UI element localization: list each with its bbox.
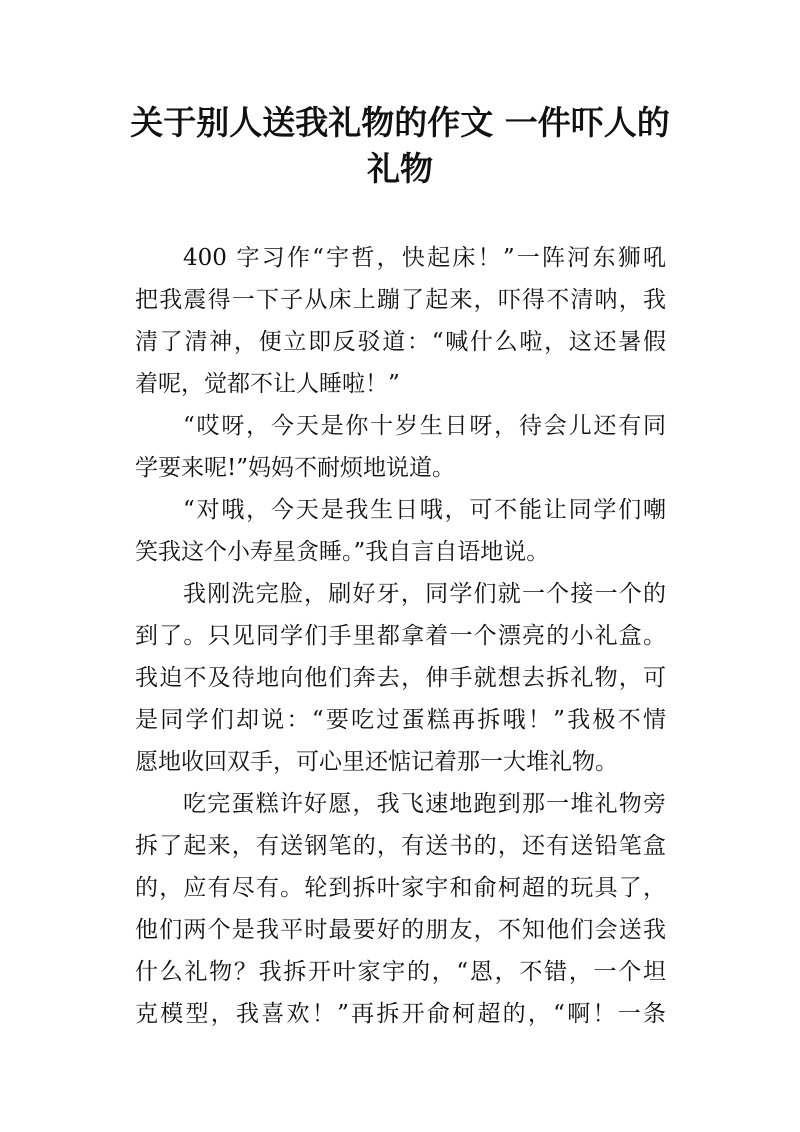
text-line: 着呢，觉都不让人睡啦！”: [135, 371, 400, 397]
text-line: 到了。只见同学们手里都拿着一个漂亮的小礼盒。: [135, 623, 666, 649]
text-line: 清了清神，便立即反驳道：“喊什么啦，这还暑假: [135, 329, 666, 355]
text-line: 我刚洗完脸，刷好牙，同学们就一个接一个的: [183, 581, 666, 607]
text-line: 什么礼物？我拆开叶家宇的，“恩，不错，一个坦: [135, 959, 666, 985]
text-line: 愿地收回双手，可心里还惦记着那一大堆礼物。: [135, 749, 618, 775]
text-line: 400 字习作“宇哲，快起床！”一阵河东狮吼: [183, 245, 666, 271]
document-title: [120, 100, 680, 192]
text-line: 把我震得一下子从床上蹦了起来，吓得不清呐，我: [135, 287, 666, 313]
text-line: “哎呀，今天是你十岁生日呀，待会儿还有同: [183, 413, 666, 439]
title-line-2: 礼物: [367, 149, 433, 188]
text-line: 吃完蛋糕许好愿，我飞速地跑到那一堆礼物旁: [183, 791, 666, 817]
title-line-1: 关于别人送我礼物的作文 一件吓人的: [130, 103, 670, 142]
text-line: 是同学们却说：“要吃过蛋糕再拆哦！”我极不情: [135, 707, 666, 733]
text-line: “对哦，今天是我生日哦，可不能让同学们嘲: [183, 497, 666, 523]
text-line: 拆了起来，有送钢笔的，有送书的，还有送铅笔盒: [135, 833, 666, 859]
text-line: 笑我这个小寿星贪睡。”我自言自语地说。: [135, 539, 550, 565]
text-line: 他们两个是我平时最要好的朋友，不知他们会送我: [135, 917, 666, 943]
text-line: 的，应有尽有。轮到拆叶家宇和俞柯超的玩具了，: [135, 875, 666, 901]
text-line: 克模型，我喜欢！”再拆开俞柯超的，“啊！一条: [135, 1001, 666, 1027]
text-line: 我迫不及待地向他们奔去，伸手就想去拆礼物，可: [135, 665, 666, 691]
document-body: [135, 237, 666, 1035]
text-line: 学要来呢!”妈妈不耐烦地说道。: [135, 455, 456, 481]
